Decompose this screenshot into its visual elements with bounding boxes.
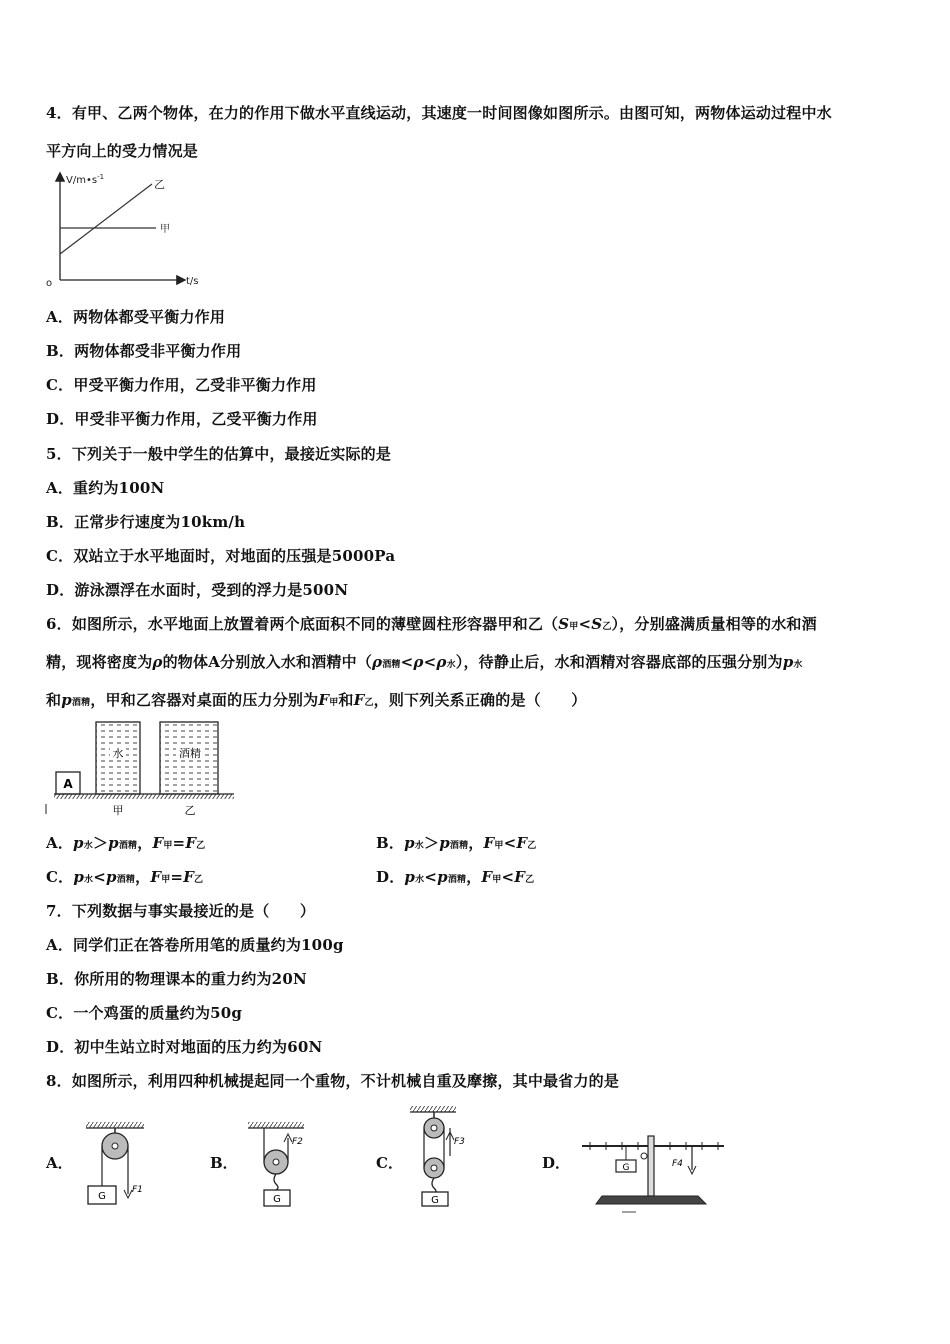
q7-option-c: C．一个鸡蛋的质量约为50g [46, 1004, 243, 1022]
q6-option-b: B．p水＞p酒精，F甲<F乙 [376, 834, 537, 852]
svg-text:F1: F1 [132, 1185, 143, 1195]
container-yi-label: 酒精 [179, 747, 201, 760]
q7-option-a: A．同学们正在答卷所用笔的质量约为100g [46, 936, 344, 954]
q7-stem: 7．下列数据与事实最接近的是（ ） [46, 902, 316, 920]
svg-text:F3: F3 [454, 1137, 465, 1147]
series-yi-label: 乙 [154, 178, 165, 191]
q4-option-c: C．甲受平衡力作用，乙受非平衡力作用 [46, 376, 317, 394]
under-label-yi: 乙 [184, 804, 196, 817]
q4-option-b: B．两物体都受非平衡力作用 [46, 342, 242, 360]
q6-option-c: C．p水<p酒精，F甲=F乙 [46, 868, 204, 886]
q5-stem: 5．下列关于一般中学生的估算中，最接近实际的是 [46, 445, 392, 463]
svg-text:F4: F4 [672, 1159, 683, 1169]
q4-option-d: D．甲受非平衡力作用，乙受平衡力作用 [46, 410, 318, 428]
q4-stem-line1: 4．有甲、乙两个物体，在力的作用下做水平直线运动，其速度一时间图像如图所示。由图可知，两物体运动过程中水 [46, 104, 832, 122]
q7-option-d: D．初中生站立时对地面的压力约为60N [46, 1038, 323, 1056]
q7-option-b: B．你所用的物理课本的重力约为20N [46, 970, 307, 988]
q8-fig-c-pulley-block [406, 1104, 486, 1208]
container-jia-label: 水 [112, 747, 124, 760]
series-jia-label: 甲 [160, 224, 170, 235]
q5-option-c: C．双站立于水平地面时，对地面的压强是5000Pa [46, 547, 396, 565]
q8-fig-a-fixed-pulley [80, 1118, 160, 1210]
svg-text:F2: F2 [292, 1137, 303, 1147]
q4-stem-line2: 平方向上的受力情况是 [46, 142, 199, 160]
q6-stem-line3: 和p酒精，甲和乙容器对桌面的压力分别为F甲和F乙，则下列关系正确的是（ ） [46, 691, 587, 709]
svg-text:G: G [622, 1163, 630, 1173]
x-axis-label: t/s [186, 276, 199, 287]
q8-label-c: C． [376, 1154, 403, 1172]
q6-stem-line1: 6．如图所示，水平地面上放置着两个底面积不同的薄壁圆柱形容器甲和乙（S甲<S乙），分别盛满质量相等的水和酒 [46, 615, 817, 633]
q5-option-a: A．重约为100N [46, 479, 165, 497]
svg-text:G: G [98, 1191, 106, 1202]
series-yi-line [60, 184, 152, 254]
svg-text:G: G [273, 1194, 281, 1205]
q8-fig-d-lever [574, 1130, 734, 1214]
under-label-jia: 甲 [112, 804, 124, 817]
q8-label-b: B． [210, 1154, 238, 1172]
q6-option-a: A．p水＞p酒精，F甲=F乙 [46, 834, 206, 852]
q5-option-d: D．游泳漂浮在水面时，受到的浮力是500N [46, 581, 349, 599]
y-axis-label: $V/m•s^{-1}$ [66, 173, 105, 186]
q6-option-d: D．p水<p酒精，F甲<F乙 [376, 868, 535, 886]
svg-text:G: G [431, 1195, 439, 1206]
q8-fig-b-movable-pulley [244, 1118, 324, 1210]
q8-stem: 8．如图所示，利用四种机械提起同一个重物，不计机械自重及摩擦，其中最省力的是 [46, 1072, 620, 1090]
q4-vt-graph [44, 168, 214, 292]
origin-label: o [46, 278, 53, 289]
q8-label-d: D． [542, 1154, 571, 1172]
q5-option-b: B．正常步行速度为10km/h [46, 513, 246, 531]
block-a-label: A [63, 777, 73, 791]
q8-label-a: A． [46, 1154, 73, 1172]
q6-containers-figure [44, 716, 244, 818]
q4-option-a: A．两物体都受平衡力作用 [46, 308, 226, 326]
q6-stem-line2: 精，现将密度为ρ的物体A分别放入水和酒精中（ρ酒精<ρ<ρ水），待静止后，水和酒精对容器底部的压强分别为p水 [46, 653, 803, 671]
